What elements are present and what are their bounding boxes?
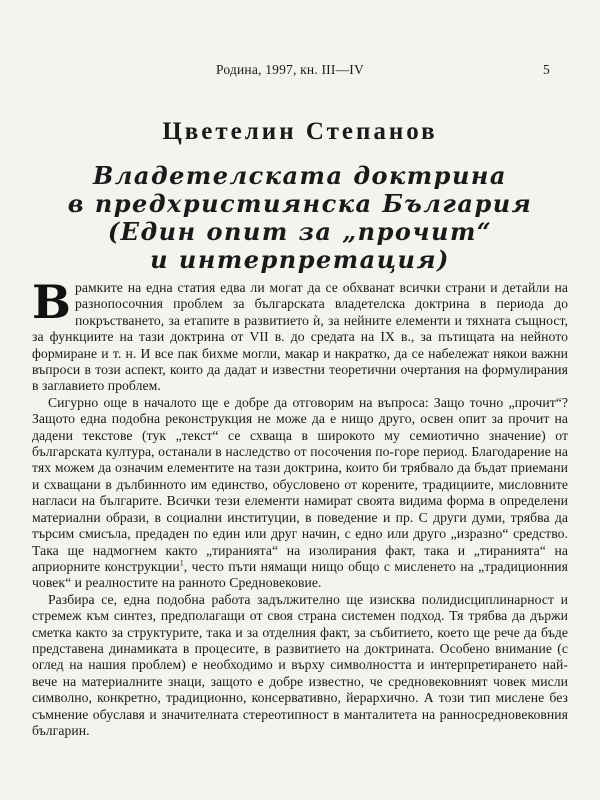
paragraph-3: Разбира се, една подобна работа задължително ще изисква полидисциплинарност и стремеж към синтез, предполагащи от своя страна системен подход. Тя трябва да държи сметка както за структурите, така и за отделния факт, за събитието, което ще рече да бъде представена динамиката в процесите, в развитието на доктрината. Особено внимание (с оглед на нашия проблем) е необходимо и върху символността и интерпретирането най-вече на материалните знаци, защото е добре известно, че средновековният човек мисли символно, конкретно, традиционно, консервативно, йерархично. А този тип мислене без съмнение обуславя и значителната стереотипност в манталитета на ранносредновековния българин. [32, 591, 568, 738]
footnote-reference[interactable]: 1 [179, 558, 184, 568]
paragraph-2-text-b: , често пъти нямащи нищо общо с мисленето на „традиционния човек“ и реалностите на ранното Средновековие. [32, 558, 568, 591]
paragraph-2-text-a: Сигурно още в началото ще е добре да отговорим на въпроса: Защо точно „прочит“? Защото една подобна реконструкция не може да е нищо друго, освен опит за прочит на дадени текстове (тук „текст“ се схваща в широкото му семиотично значение) от българската култура, останали в наследство от посочения по-горе период. Благодарение на тях можем да означим елементите на тази доктрина, които би трябвало да бъдат приемани и схващани в дълбинното им единство, обусловено от корените, традициите, мисловните нагласи на българите. Всички тези елементи намират своята видима форма в определени материални образи, в социални институции, в поведение и пр. С други думи, трябва да търсим смисъла, предаден по един или друг начин, с едно или друго „изразно“ средство. Така ще надмогнем както „тиранията“ на изолирания факт, така и „тиранията“ на априорните конструкции [32, 394, 568, 574]
title-line: в предхристиянска България [67, 189, 533, 218]
paragraph-1 [32, 275, 568, 395]
title-line: Владетелската доктрина [93, 161, 507, 190]
article-author: Цветелин Степанов [162, 118, 438, 145]
article-body [32, 275, 568, 739]
paragraph-1-text: рамките на една статия едва ли могат да се обхванат всички страни и детайли на разнопосочния проблем за българската владетелска доктрина в периода до покръстването, за етапите в развитието ѝ, за нейните елементи и тяхната същност, за функциите на тази доктрина от VII в. до средата на IX в., за пътищата на нейното формиране и т. н. И все пак бихме могли, макар и накратко, да се набележат някои важни въпроси в този аспект, които да дадат и известни теоретични очертания на формулирания в заглавието проблем. [32, 280, 568, 394]
drop-cap-initial: В [32, 275, 71, 329]
journal-citation: Родина, 1997, кн. III—IV [216, 62, 364, 77]
page-number: 5 [543, 62, 550, 77]
article-title [0, 162, 600, 274]
title-line: (Един опит за „прочит“ [107, 217, 493, 246]
paragraph-2 [32, 395, 568, 592]
title-line: и интерпретация) [150, 245, 450, 274]
running-header [40, 62, 560, 82]
